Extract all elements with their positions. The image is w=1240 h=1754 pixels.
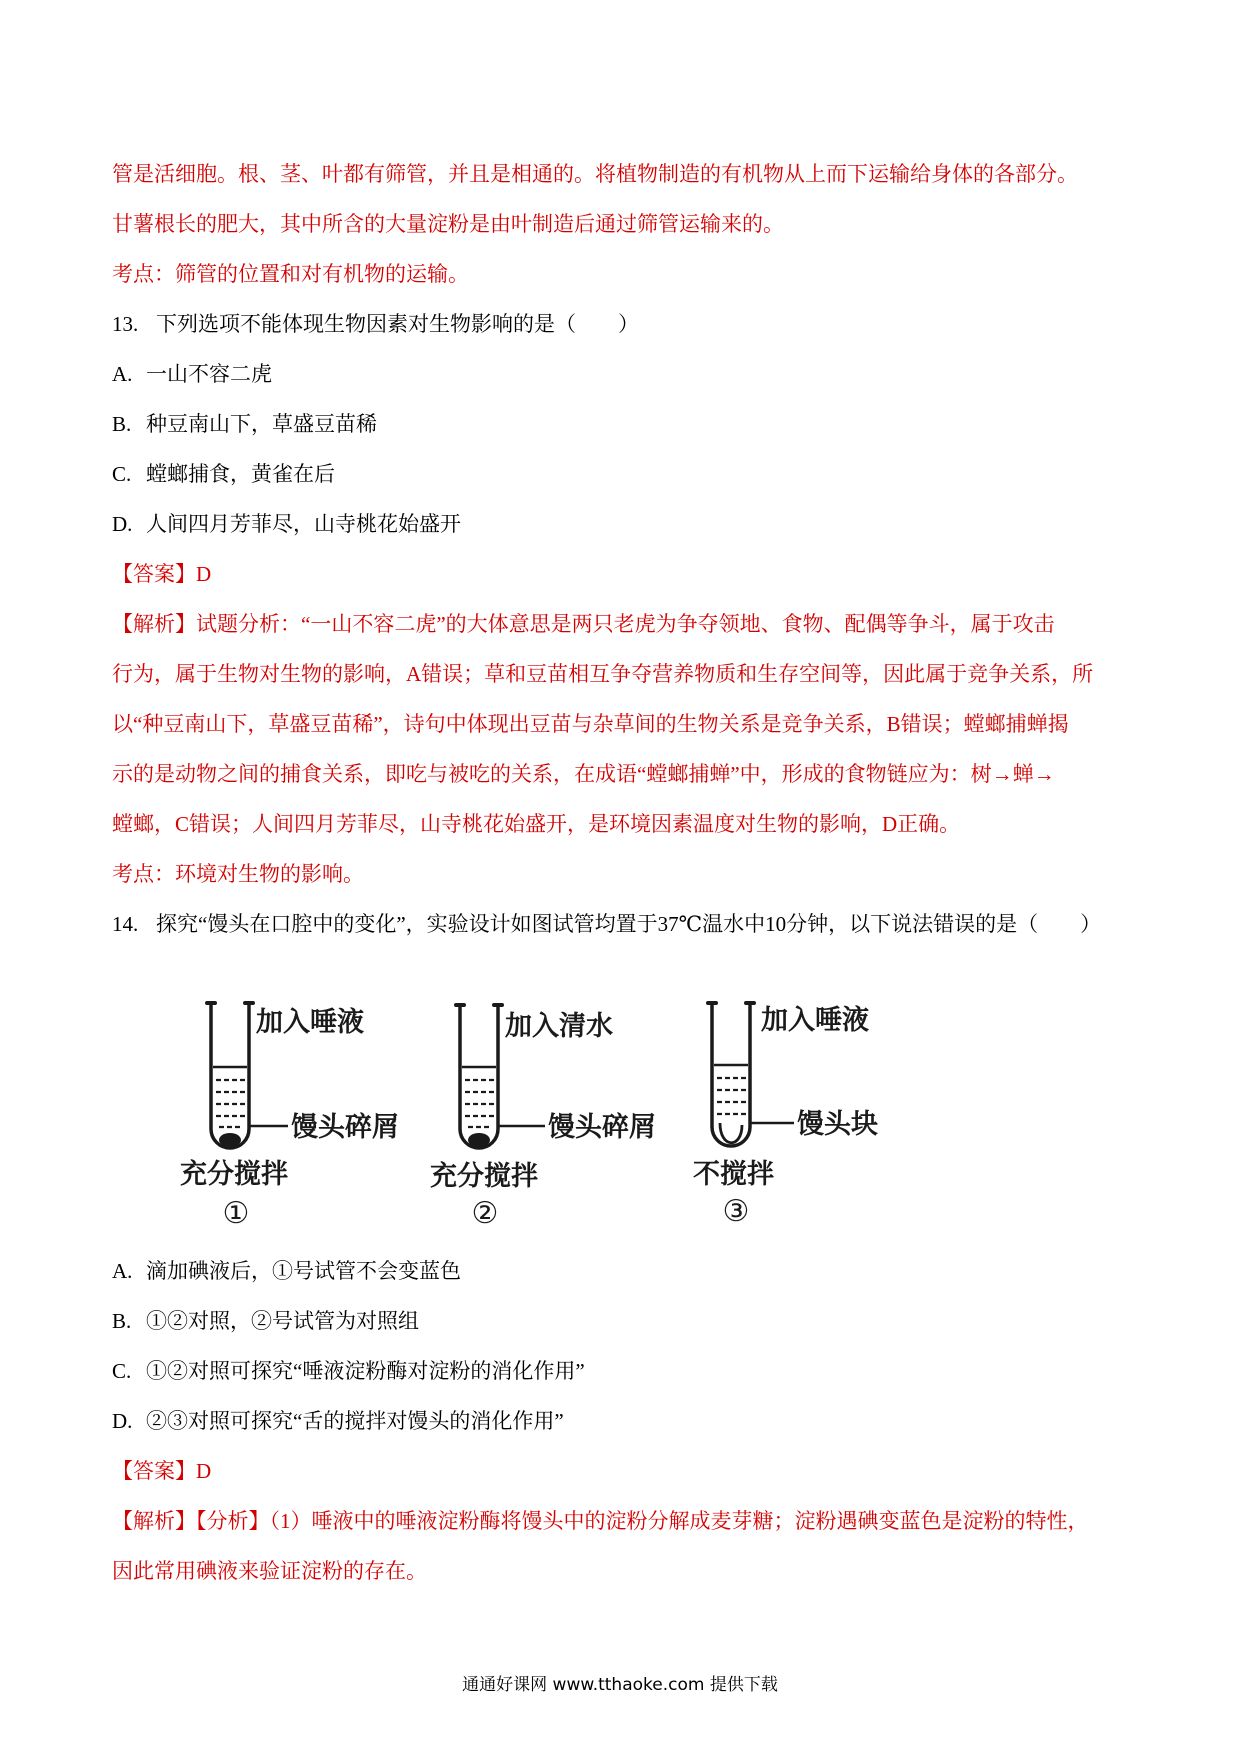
- option-label: B.: [112, 1309, 132, 1333]
- test-tube-experiment-figure: [174, 977, 884, 1235]
- liquid-dashes-3: [717, 1078, 746, 1114]
- upper-text-block: [112, 149, 1134, 949]
- q14-option-a: [112, 1246, 1134, 1296]
- lower-text-block: [112, 1246, 1134, 1596]
- q13-analysis-line: 螳螂，C错误；人间四月芳菲尽，山寺桃花始盛开，是环境因素温度对生物的影响，D正确。: [112, 812, 961, 836]
- q13-analysis-line: 【解析】试题分析：“一山不容二虎”的大体意思是两只老虎为争夺领地、食物、配偶等争斗，属于攻击: [112, 612, 1055, 636]
- q13-answer: 【答案】D: [112, 562, 212, 586]
- bread-crumbs-2: [468, 1133, 490, 1147]
- option-label: B.: [112, 412, 132, 436]
- option-label: A.: [112, 1259, 133, 1283]
- option-text: 一山不容二虎: [146, 362, 272, 386]
- tube-2-number: ②: [471, 1196, 499, 1231]
- option-text: 人间四月芳菲尽，山寺桃花始盛开: [146, 512, 461, 536]
- tube-2-top-label: 加入清水: [505, 1011, 613, 1042]
- q14-option-d: [112, 1396, 1134, 1446]
- tube-1-side-label: 馒头碎屑: [291, 1112, 399, 1143]
- tube-1-bottom-label: 充分搅拌: [180, 1159, 288, 1190]
- option-text: 种豆南山下，草盛豆苗稀: [146, 412, 377, 436]
- option-text: 螳螂捕食，黄雀在后: [146, 462, 335, 486]
- q13-analysis-line: 以“种豆南山下，草盛豆苗稀”，诗句中体现出豆苗与杂草间的生物关系是竞争关系，B错误；螳螂捕蝉揭: [112, 712, 1069, 736]
- q14-answer: 【答案】D: [112, 1459, 212, 1483]
- tube-2-bottom-label: 充分搅拌: [430, 1161, 538, 1192]
- q13-number: 13.: [112, 312, 139, 336]
- option-label: D.: [112, 1409, 133, 1433]
- q14-option-c: [112, 1346, 1134, 1396]
- tube-2-side-label: 馒头碎屑: [548, 1112, 656, 1143]
- tube-3-group: [693, 1003, 878, 1229]
- q14-option-b: [112, 1296, 1134, 1346]
- option-label: D.: [112, 512, 133, 536]
- q13-option-c: [112, 449, 1134, 499]
- tube-3-number: ③: [722, 1194, 750, 1229]
- option-text: ①②对照，②号试管为对照组: [146, 1309, 419, 1333]
- q13-kaodian: 考点：环境对生物的影响。: [112, 862, 364, 886]
- q13-option-a: [112, 349, 1134, 399]
- q13-option-b: [112, 399, 1134, 449]
- q13-question-stem: [112, 299, 1134, 349]
- test-tube-3: [712, 1003, 750, 1146]
- bread-lump-3: [720, 1123, 742, 1143]
- tube-1-number: ①: [222, 1196, 250, 1231]
- q14-analysis-line: 【解析】【分析】（1）唾液中的唾液淀粉酶将馒头中的淀粉分解成麦芽糖；淀粉遇碘变蓝色是淀粉的特性，: [112, 1509, 1089, 1533]
- bread-crumbs-1: [219, 1133, 241, 1147]
- tube-1-group: [180, 1003, 399, 1231]
- liquid-dashes-1: [216, 1080, 245, 1127]
- tube-3-top-label: 加入唾液: [761, 1005, 869, 1036]
- q12-kaodian: 考点：筛管的位置和对有机物的运输。: [112, 262, 469, 286]
- option-label: C.: [112, 1359, 132, 1383]
- option-label: A.: [112, 362, 133, 386]
- q13-analysis-line: 行为，属于生物对生物的影响，A错误；草和豆苗相互争夺营养物质和生存空间等，因此属于竞争关系，所: [112, 662, 1094, 686]
- q14-question-stem: [112, 899, 1134, 949]
- option-text: ②③对照可探究“舌的搅拌对馒头的消化作用”: [146, 1409, 564, 1433]
- q13-stem-text: 下列选项不能体现生物因素对生物影响的是（ ）: [156, 312, 639, 336]
- tube-3-side-label: 馒头块: [797, 1109, 878, 1140]
- tube-3-bottom-label: 不搅拌: [693, 1159, 774, 1190]
- q12-analysis-line: 管是活细胞。根、茎、叶都有筛管，并且是相通的。将植物制造的有机物从上而下运输给身体的各部分。: [112, 162, 1078, 186]
- q14-number: 14.: [112, 912, 139, 936]
- tube-2-group: [430, 1005, 656, 1231]
- q14-stem-text: 探究“馒头在口腔中的变化”，实验设计如图试管均置于37℃温水中10分钟，以下说法错误的是（ ）: [156, 912, 1102, 936]
- q13-analysis-line: 示的是动物之间的捕食关系，即吃与被吃的关系，在成语“螳螂捕蝉”中，形成的食物链应为：树→蝉→: [112, 762, 1055, 786]
- option-text: ①②对照可探究“唾液淀粉酶对淀粉的消化作用”: [146, 1359, 585, 1383]
- q13-option-d: [112, 499, 1134, 549]
- page-footer: 通通好课网 www.tthaoke.com 提供下载: [462, 1675, 778, 1695]
- liquid-dashes-2: [465, 1080, 494, 1127]
- q14-analysis-line: 因此常用碘液来验证淀粉的存在。: [112, 1559, 427, 1583]
- tube-1-top-label: 加入唾液: [256, 1007, 364, 1038]
- option-label: C.: [112, 462, 132, 486]
- q12-analysis-line: 甘薯根长的肥大，其中所含的大量淀粉是由叶制造后通过筛管运输来的。: [112, 212, 784, 236]
- option-text: 滴加碘液后，①号试管不会变蓝色: [146, 1259, 461, 1283]
